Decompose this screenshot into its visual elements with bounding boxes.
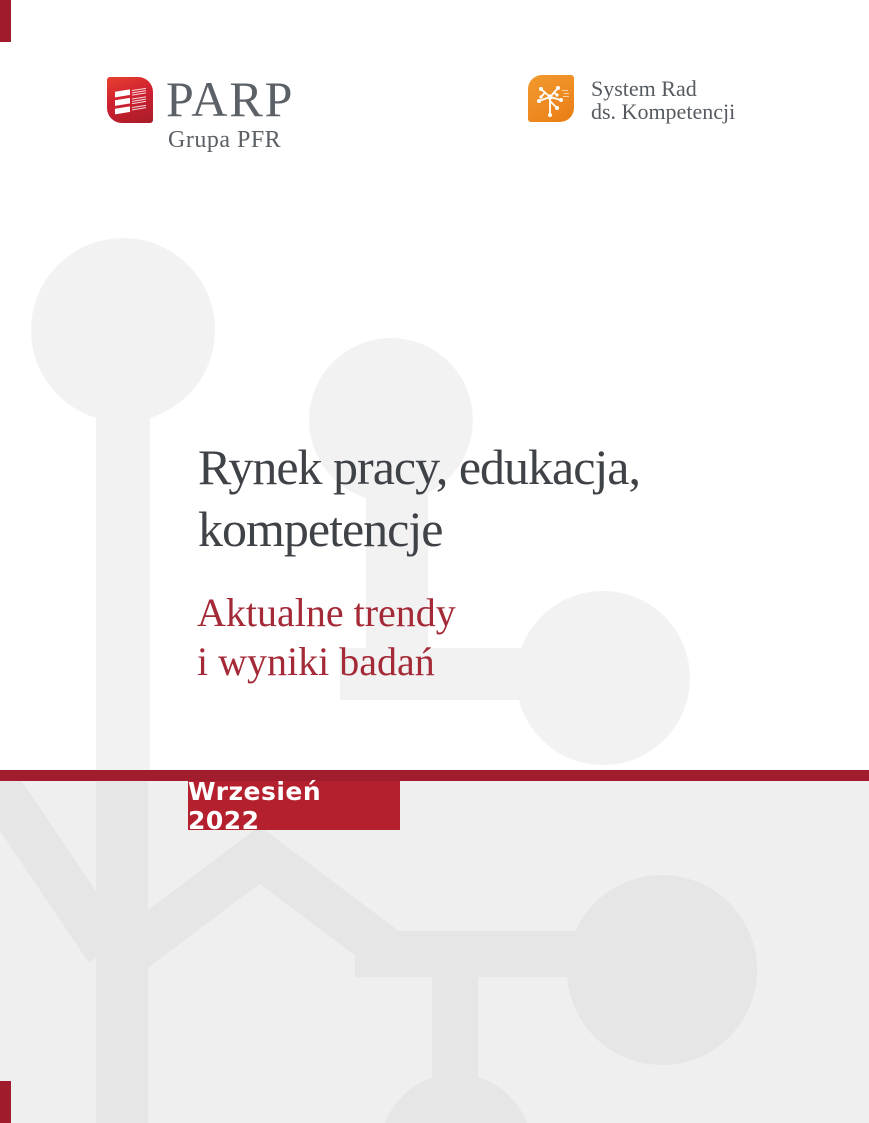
- parp-flag-icon: [107, 77, 153, 123]
- parp-logo: [107, 71, 295, 153]
- network-icon: [528, 75, 574, 122]
- cover-title: [198, 436, 640, 560]
- date-badge-label: Wrzesień 2022: [188, 776, 322, 835]
- red-divider-bar: [0, 770, 869, 781]
- parp-wordmark: PARP: [166, 71, 295, 127]
- cover-subtitle-line1: Aktualne trendy: [197, 590, 456, 635]
- parp-group-label: Grupa PFR: [168, 127, 282, 153]
- cover-subtitle: [197, 588, 456, 686]
- date-badge: [188, 776, 400, 835]
- cover-title-line2: kompetencje: [198, 501, 443, 557]
- bg-circle-right: [516, 591, 690, 765]
- cover-subtitle-line2: i wyniki badań: [197, 639, 435, 684]
- cover-title-line1: Rynek pracy, edukacja,: [198, 439, 640, 495]
- bg-line-horizontal-lower: [355, 931, 575, 977]
- bg-line-vertical-left: [96, 330, 150, 781]
- system-rad-logo: [528, 75, 735, 123]
- bg-circle-lower-right: [567, 875, 757, 1065]
- page-edge-mark-top: [0, 0, 11, 42]
- system-rad-label-line1: System Rad: [591, 76, 697, 101]
- system-rad-label-line2: ds. Kompetencji: [591, 99, 736, 124]
- page-edge-mark-bottom: [0, 1081, 11, 1123]
